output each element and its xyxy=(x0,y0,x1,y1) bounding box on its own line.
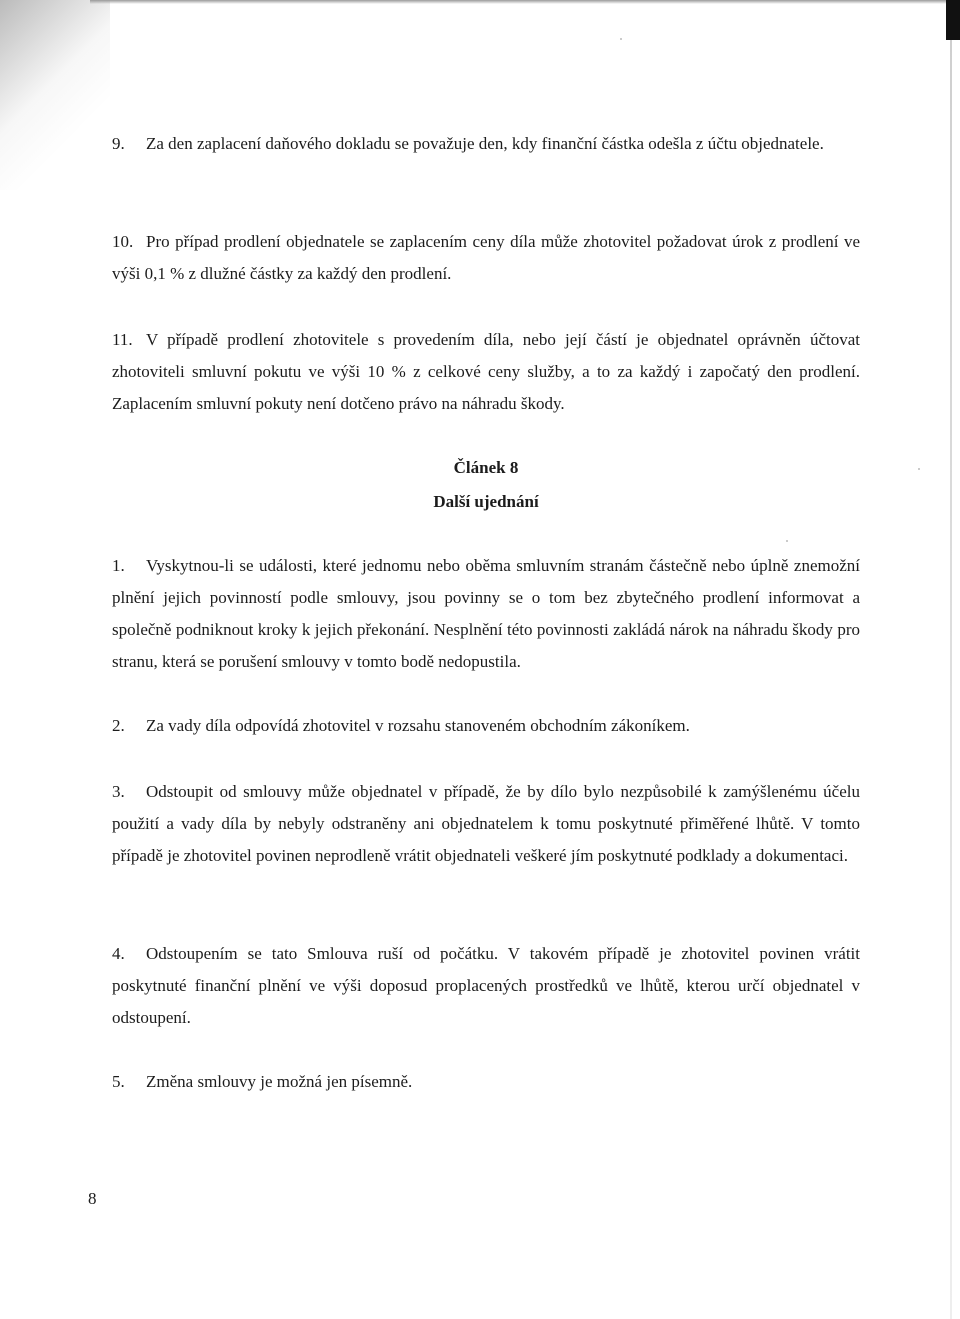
paragraph-number: 10. xyxy=(112,232,134,251)
article-paragraph-4 xyxy=(112,938,860,1034)
article-paragraph-1 xyxy=(112,550,860,678)
paragraph-number: 11. xyxy=(112,330,133,349)
article-title-heading: Další ujednání xyxy=(433,492,539,511)
paragraph-number: 4. xyxy=(112,944,125,963)
paragraph-text: V případě prodlení zhotovitele s provedením díla, nebo její částí je objednatel oprávněn účtovat zhotoviteli smluvní pokutu ve výši 10 % z celkové ceny služby, a to za každý i započatý den prodlení. Zaplacením smluvní pokuty není dotčeno právo na náhradu škody. xyxy=(112,330,860,413)
scan-right-edge-mark xyxy=(946,0,960,40)
paragraph-text: Za den zaplacení daňového dokladu se považuje den, kdy finanční částka odešla z účtu objednatele. xyxy=(146,134,824,153)
paragraph-number: 2. xyxy=(112,716,125,735)
page-number: 8 xyxy=(88,1189,97,1208)
paragraph-text: Odstoupením se tato Smlouva ruší od počátku. V takovém případě je zhotovitel povinen vrátit poskytnuté finanční plnění ve výši doposud proplacených prostředků ve lhůtě, kterou určí objednatel v odstoupení. xyxy=(112,944,860,1027)
scan-speck xyxy=(786,540,788,542)
scan-speck xyxy=(620,38,622,40)
paragraph-text: Vyskytnou-li se události, které jednomu nebo oběma smluvním stranám částečně nebo úplně znemožní plnění jejich povinností podle smlouvy, jsou povinny se o tom bez zbytečného prodlení informovat a společně podniknout kroky k jejich překonání. Nesplnění této povinnosti zakládá nárok na náhradu škody pro stranu, která se porušení smlouvy v tomto bodě nedopustila. xyxy=(112,556,860,671)
scan-right-edge-line xyxy=(950,40,952,1319)
paragraph-text: Za vady díla odpovídá zhotovitel v rozsahu stanoveném obchodním zákoníkem. xyxy=(146,716,690,735)
scan-corner-shadow xyxy=(0,0,110,190)
article-paragraph-2 xyxy=(112,710,860,742)
paragraph-11 xyxy=(112,324,860,420)
article-paragraph-3 xyxy=(112,776,860,872)
paragraph-number: 1. xyxy=(112,556,125,575)
scan-speck xyxy=(918,468,920,470)
article-number-heading: Článek 8 xyxy=(453,458,519,477)
paragraph-text: Odstoupit od smlouvy může objednatel v případě, že by dílo bylo nezpůsobilé k zamýšlenému účelu použití a vady díla by nebyly odstraněny ani objednatelem k tomu poskytnuté přiměřené lhůtě. V tomto případě je zhotovitel povinen neprodleně vrátit objednateli veškeré jím poskytnuté podklady a dokumentaci. xyxy=(112,782,860,865)
paragraph-number: 5. xyxy=(112,1072,125,1091)
scan-top-edge xyxy=(90,0,960,4)
paragraph-text: Pro případ prodlení objednatele se zaplacením ceny díla může zhotovitel požadovat úrok z prodlení ve výši 0,1 % z dlužné částky za každý den prodlení. xyxy=(112,232,860,283)
paragraph-text: Změna smlouvy je možná jen písemně. xyxy=(146,1072,413,1091)
paragraph-number: 9. xyxy=(112,134,125,153)
paragraph-number: 3. xyxy=(112,782,125,801)
paragraph-9 xyxy=(112,128,860,160)
paragraph-10 xyxy=(112,226,860,290)
article-paragraph-5 xyxy=(112,1066,860,1098)
